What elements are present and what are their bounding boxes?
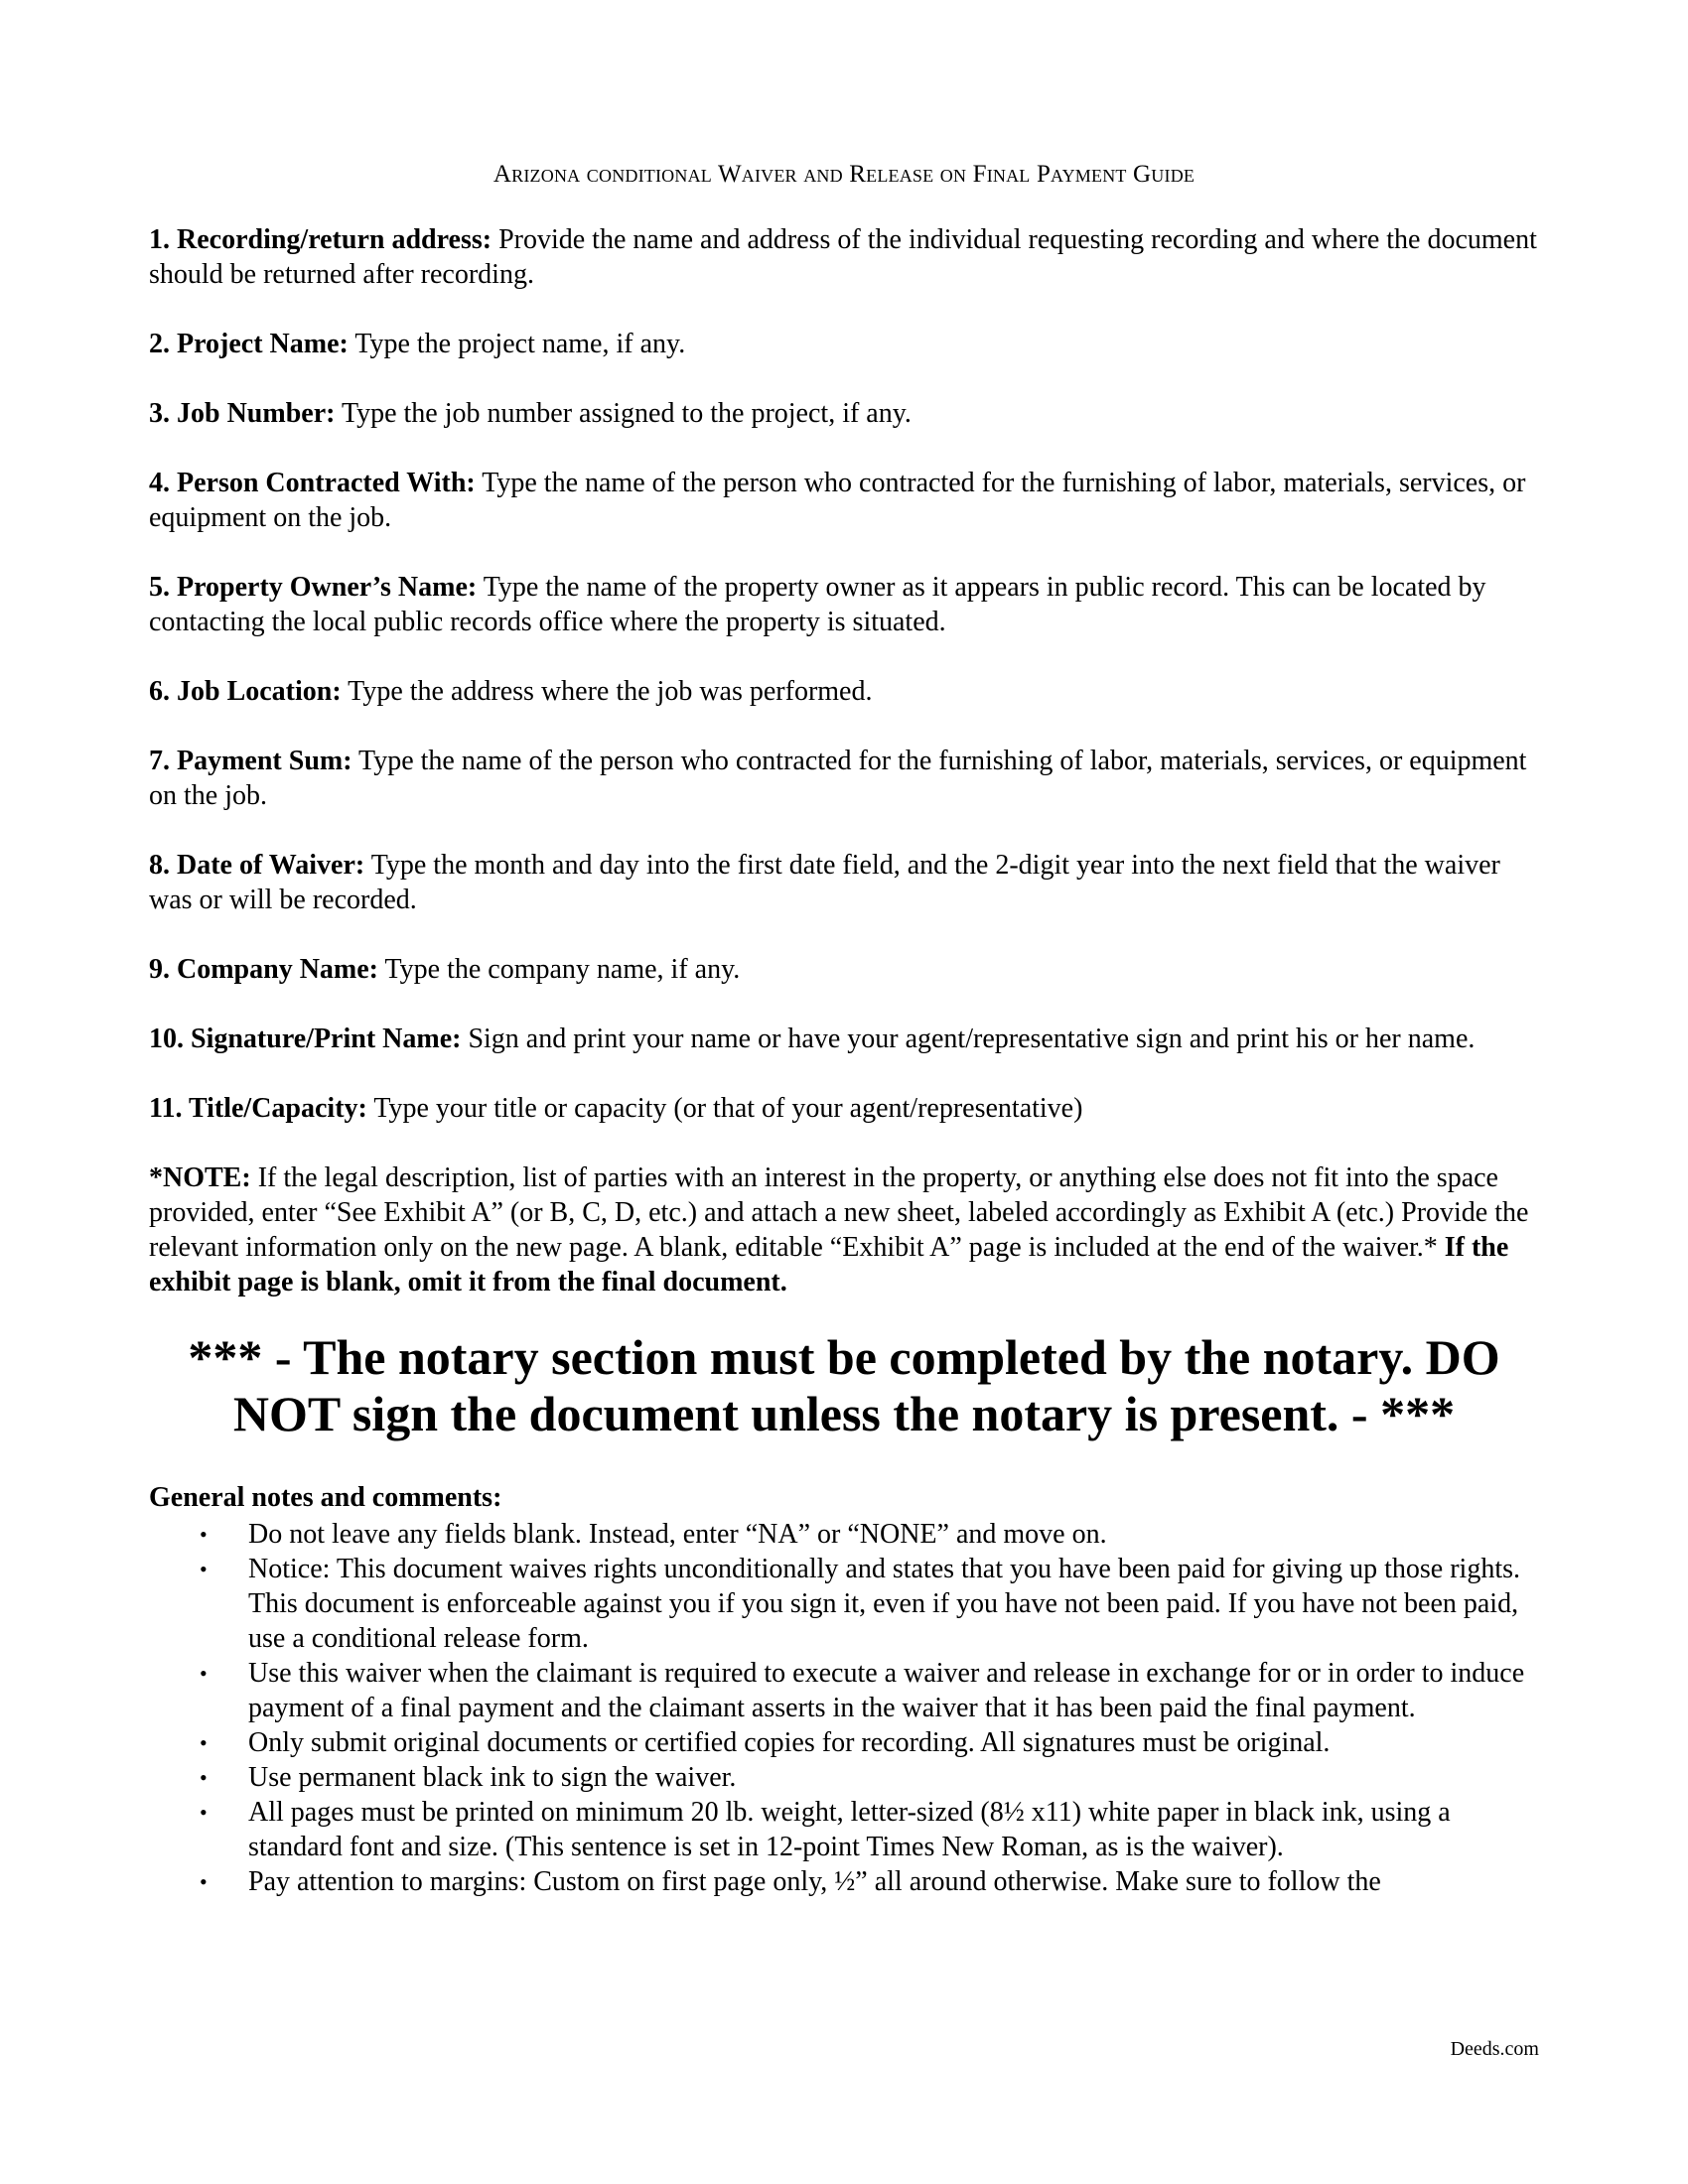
instruction-label: 10. Signature/Print Name: [149,1024,462,1054]
instruction-item [149,222,1539,292]
instruction-text: Type the name of the person who contracted for the furnishing of labor, materials, services, or equipment on the job. [149,468,1526,533]
bullet-icon: • [200,1522,208,1547]
instruction-item [149,744,1539,813]
bullet-icon: • [200,1661,208,1686]
instruction-item [149,466,1539,535]
general-notes-heading: General notes and comments: [149,1482,502,1513]
instruction-item [149,396,1539,431]
footer-brand: Deeds.com [1450,2038,1539,2060]
list-item-text: Use permanent black ink to sign the waiver. [248,1762,737,1793]
instruction-item [149,327,1539,361]
list-item-text: Notice: This document waives rights unconditionally and states that you have been paid for giving up those rights. This document is enforceable against you if you sign it, even if you have not been paid. If you have not been paid, use a conditional release form. [248,1554,1521,1654]
instruction-label: 5. Property Owner’s Name: [149,572,478,603]
instruction-text: Type your title or capacity (or that of your agent/representative) [366,1093,1083,1124]
notary-warning: *** - The notary section must be completed by the notary. DO NOT sign the document unless the notary is present. - *** [188,1329,1500,1441]
instruction-item [149,674,1539,709]
list-item [149,1656,1539,1725]
list-item [149,1725,1539,1760]
instruction-text: Sign and print your name or have your agent/representative sign and print his or her name. [461,1024,1476,1054]
instruction-text: Type the job number assigned to the project, if any. [335,398,912,429]
document-title: Arizona conditional Waiver and Release on Final Payment Guide [492,161,1196,188]
list-item [149,1864,1539,1899]
instruction-item [149,848,1539,917]
general-notes-list [149,1517,1539,1899]
note-text: If the legal description, list of parties with an interest in the property, or anything else does not fit into the space provided, enter “See Exhibit A” (or B, C, D, etc.) and attach a new sheet, labeled accordingly as Exhibit A (etc.) Provide the relevant information only on the new page. A blank, editable “Exhibit A” page is included at the end of the waiver.* [149,1162,1529,1263]
list-item-text: All pages must be printed on minimum 20 lb. weight, letter-sized (8½ x11) white paper in black ink, using a standard font and size. (This sentence is set in 12-point Times New Roman, as is the waiver). [248,1797,1451,1862]
bullet-icon: • [200,1765,208,1790]
document-page [149,159,1539,1899]
instruction-text: Type the name of the property owner as it appears in public record. This can be located by contacting the local public records office where the property is situated. [149,572,1486,637]
bullet-icon: • [200,1557,208,1581]
instruction-item [149,1022,1539,1056]
bullet-icon: • [200,1730,208,1755]
bullet-icon: • [200,1800,208,1825]
instruction-label: 8. Date of Waiver: [149,850,365,881]
instruction-label: 1. Recording/return address: [149,224,492,255]
instruction-label: 2. Project Name: [149,329,349,359]
bullet-icon: • [200,1869,208,1894]
list-item [149,1760,1539,1795]
instruction-label: 7. Payment Sum: [149,746,352,776]
instruction-text: Type the company name, if any. [378,954,741,985]
list-item-text: Do not leave any fields blank. Instead, enter “NA” or “NONE” and move on. [248,1519,1107,1550]
list-item-text: Use this waiver when the claimant is required to execute a waiver and release in exchange for or in order to induce payment of a final payment and the claimant asserts in the waiver that it has been paid the final payment. [248,1658,1525,1723]
instruction-label: 6. Job Location: [149,676,342,707]
instruction-item [149,1091,1539,1126]
instruction-text: Type the address where the job was performed. [341,676,873,707]
instruction-text: Provide the name and address of the individual requesting recording and where the document should be returned after recording. [149,224,1537,290]
instruction-label: 3. Job Number: [149,398,336,429]
instruction-text: Type the name of the person who contracted for the furnishing of labor, materials, services, or equipment on the job. [149,746,1527,811]
instruction-label: 4. Person Contracted With: [149,468,476,498]
instruction-label: 11. Title/Capacity: [149,1093,367,1124]
list-item-text: Pay attention to margins: Custom on first page only, ½” all around otherwise. Make sure to follow the [248,1866,1381,1897]
instruction-text: Type the project name, if any. [348,329,686,359]
instruction-list [149,222,1539,1126]
note-label: *NOTE: [149,1162,251,1193]
instruction-item [149,952,1539,987]
list-item [149,1552,1539,1656]
instruction-text: Type the month and day into the first date field, and the 2-digit year into the next field that the waiver was or will be recorded. [149,850,1500,915]
list-item-text: Only submit original documents or certified copies for recording. All signatures must be original. [248,1727,1331,1758]
note-bold-tail: If the exhibit page is blank, omit it from the final document. [149,1232,1509,1297]
list-item [149,1517,1539,1552]
list-item [149,1795,1539,1864]
exhibit-note [149,1160,1539,1299]
instruction-label: 9. Company Name: [149,954,378,985]
instruction-item [149,570,1539,639]
